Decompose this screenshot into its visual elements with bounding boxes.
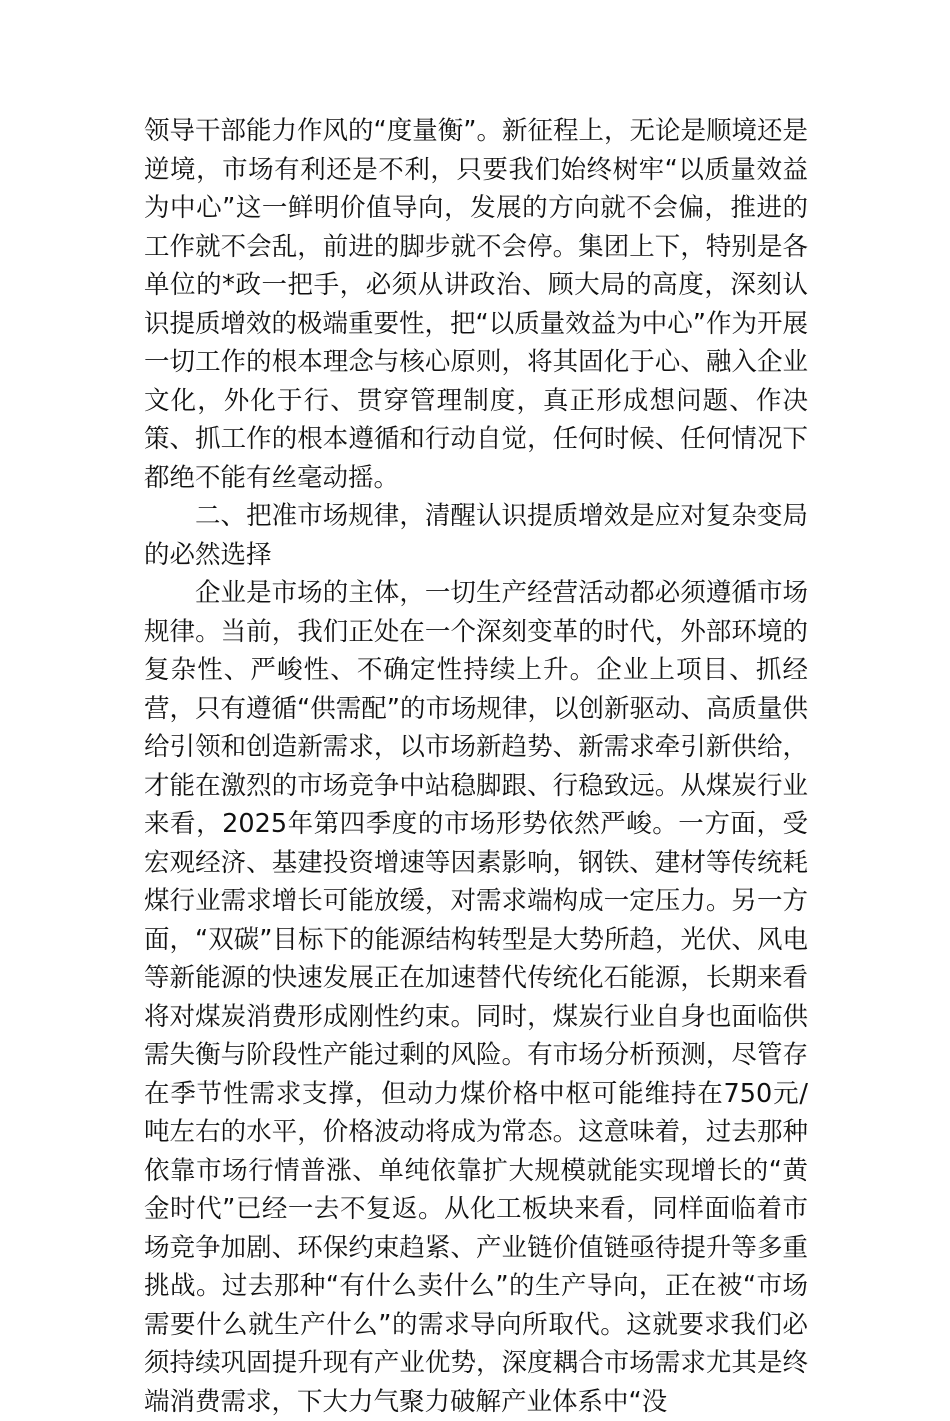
section-heading: 二、把准市场规律，清醒认识提质增效是应对复杂变局的必然选择 bbox=[144, 501, 808, 570]
document-page bbox=[144, 112, 808, 1421]
body-paragraph: 领导干部能力作风的“度量衡”。新征程上，无论是顺境还是逆境，市场有利还是不利，只要我们始终树牢“以质量效益为中心”这一鲜明价值导向，发展的方向就不会偏，推进的工作就不会乱，前进的脚步就不会停。集团上下，特别是各单位的*政一把手，必须从讲政治、顾大局的高度，深刻认识提质增效的极端重要性，把“以质量效益为中心”作为开展一切工作的根本理念与核心原则，将其固化于心、融入企业文化，外化于行、贯穿管理制度，真正形成想问题、作决策、抓工作的根本遵循和行动自觉，任何时候、任何情况下都绝不能有丝毫动摇。 bbox=[144, 116, 808, 493]
body-paragraph: 企业是市场的主体，一切生产经营活动都必须遵循市场规律。当前，我们正处在一个深刻变革的时代，外部环境的复杂性、严峻性、不确定性持续上升。企业上项目、抓经营，只有遵循“供需配”的市场规律，以创新驱动、高质量供给引领和创造新需求，以市场新趋势、新需求牵引新供给，才能在激烈的市场竞争中站稳脚跟、行稳致远。从煤炭行业来看，2025年第四季度的市场形势依然严峻。一方面，受宏观经济、基建投资增速等因素影响，钢铁、建材等传统耗煤行业需求增长可能放缓，对需求端构成一定压力。另一方面，“双碳”目标下的能源结构转型是大势所趋，光伏、风电等新能源的快速发展正在加速替代传统化石能源，长期来看将对煤炭消费形成刚性约束。同时，煤炭行业自身也面临供需失衡与阶段性产能过剩的风险。有市场分析预测，尽管存在季节性需求支撑，但动力煤价格中枢可能维持在750元/吨左右的水平，价格波动将成为常态。这意味着，过去那种依靠市场行情普涨、单纯依靠扩大规模就能实现增长的“黄金时代”已经一去不复返。从化工板块来看，同样面临着市场竞争加剧、环保约束趋紧、产业链价值链亟待提升等多重挑战。过去那种“有什么卖什么”的生产导向，正在被“市场需要什么就生产什么”的需求导向所取代。这就要求我们必须持续巩固提升现有产业优势，深度耦合市场需求尤其是终端消费需求，下大力气聚力破解产业体系中“没 bbox=[144, 578, 808, 1417]
